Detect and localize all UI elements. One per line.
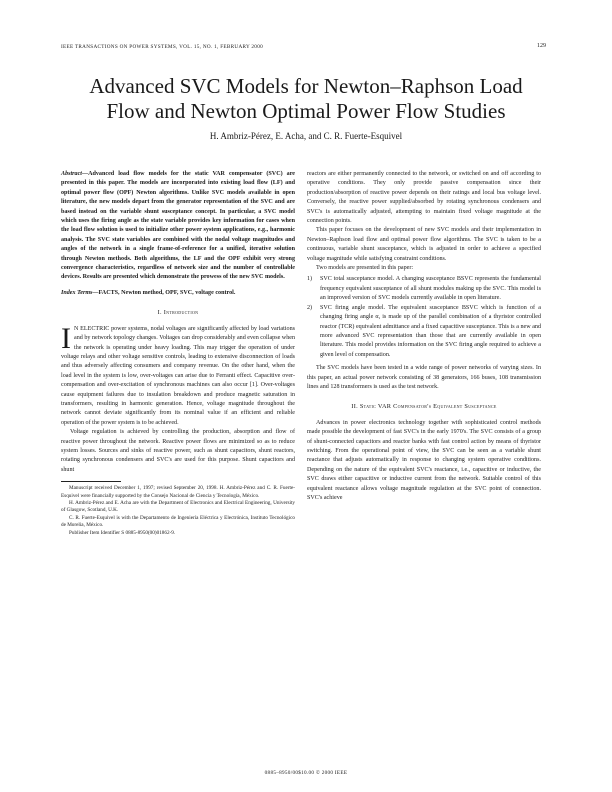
footnote-manuscript: Manuscript received December 1, 1997; revised September 20, 1998. H. Ambriz-Pérez and C. R. Fuerte-Esquivel were financially supported by the Consejo Nacional de Ciencia y Tecnología, México. xyxy=(61,485,295,499)
intro-paragraph-1-text: N ELECTRIC power systems, nodal voltages are significantly affected by load variations and by network topology changes. Voltages can drop considerably and even collapse when the network is operating under heavy loading. This may trigger the operation of under voltage relays and other voltage sensitive controls, leading to extensive disconnection of loads and thus adversely affecting consumers and company revenue. On the other hand, when the load level in the system is low, over-voltages can arise due to Ferranti effect. Capacitive over-compensation and over-excitation of synchronous machines can also occur [1]. Over-voltages cause equipment failures due to insulation breakdown and produce magnetic saturation in transformers, resulting in harmonic generation. Hence, voltage magnitude throughout the network cannot deviate significantly from its nominal value if an efficient and reliable operation of the power system is to be achieved. xyxy=(61,325,295,426)
running-head: IEEE TRANSACTIONS ON POWER SYSTEMS, VOL. 15, NO. 1, FEBRUARY 2000 xyxy=(61,44,263,50)
index-terms xyxy=(61,289,295,298)
copyright-line: 0885–8950/00$10.00 © 2000 IEEE xyxy=(264,770,348,776)
list-item xyxy=(307,304,541,360)
models-list xyxy=(307,275,541,360)
list-item-number: 1) xyxy=(307,276,313,283)
left-column xyxy=(61,170,295,537)
right-paragraph-4: The SVC models have been tested in a wide range of power networks of varying sizes. In this paper, an actual power network consisting of 38 generators, 166 buses, 108 transmission lines and 128 transformers is used as the test network. xyxy=(307,365,541,390)
abstract-text: Advanced load flow models for the static VAR compensator (SVC) are presented in this paper. The models are incorporated into existing load flow (LF) and optimal power flow (OPF) Newton algorithms. Unlike SVC models available in open literature, the new models depart from the generator representation of the SVC and are based instead on the variable shunt susceptance concept. In particular, a SVC model which uses the firing angle as the state variable provides key information for cases when the load flow solution is used to initialize other power system applications, e.g., harmonic analysis. The SVC state variables are combined with the nodal voltage magnitudes and angles of the network in a single frame-of-reference for a unified, iterative solution through Newton methods. Both algorithms, the LF and the OPF exhibit very strong convergence characteristics, regardless of network size and the number of controllable devices. Results are presented which demonstrate the prowess of the new SVC models. xyxy=(61,171,295,281)
footnote-affiliation-2: C. R. Fuerte-Esquivel is with the Departamento de Ingeniería Eléctrica y Electrónica, Instituto Tecnológico de Morelia, México. xyxy=(61,514,295,529)
intro-paragraph-2: Voltage regulation is achieved by controlling the production, absorption and flow of reactive power throughout the network. Reactive power flows are minimized so as to reduce system losses. Sources and sinks of reactive power, such as shunt capacitors, shunt reactors, rotating synchronous condensers and SVC's are used for this purpose. Shunt capacitors and shunt xyxy=(61,429,295,473)
footnote-publisher-id: Publisher Item Identifier S 0885-8950(00)01862-9. xyxy=(69,529,176,536)
list-item-number: 2) xyxy=(307,304,313,311)
intro-paragraph-1 xyxy=(61,321,295,428)
abstract-lead: Abstract— xyxy=(61,171,89,177)
dropcap: I xyxy=(61,321,71,355)
right-paragraph-3: Two models are presented in this paper: xyxy=(316,265,414,272)
footnotes xyxy=(61,485,295,537)
right-paragraph-1: reactors are either permanently connected to the network, or switched on and off according to operative conditions. They only provide passive compensation since their production/absorption of reactive power depends on their ratings and local bus voltage level. Conversely, the reactive power supplied/absorbed by rotating synchronous condensers and SVC's is automatically adjusted, attempting to maintain fixed voltage magnitude at the connection points. xyxy=(307,171,541,225)
paper-title xyxy=(40,74,572,124)
list-item xyxy=(307,275,541,303)
list-item-text: SVC firing angle model. The equivalent susceptance BSVC which is function of a changing firing angle α, is made up of the parallel combination of a thyristor controlled reactor (TCR) equivalent admittance and a fixed capacitive susceptance. This is a new and more advanced SVC representation than those that are currently available in open literature. This model provides information on the SVC firing angle required to achieve a given level of compensation. xyxy=(320,304,541,358)
footnote-rule xyxy=(61,481,121,482)
footnote-affiliation-1: H. Ambriz-Pérez and E. Acha are with the Department of Electronics and Electrical Engineering, University of Glasgow, Scotland, U.K. xyxy=(61,500,295,514)
index-terms-text: FACTS, Newton method, OPF, SVC, voltage control. xyxy=(98,289,236,296)
abstract xyxy=(61,170,295,283)
right-paragraph-2: This paper focuses on the development of new SVC models and their implementation in Newton–Raphson load flow and optimal power flow algorithms. The SVC is taken to be a continuous, variable shunt susceptance, which is adjusted in order to achieve a specified voltage magnitude while satisfying constraint conditions. xyxy=(307,227,541,262)
author-list: H. Ambriz-Pérez, E. Acha, and C. R. Fuerte-Esquivel xyxy=(209,131,403,141)
list-item-text: SVC total susceptance model. A changing susceptance BSVC represents the fundamental frequency equivalent susceptance of all shunt modules making up the SVC. This model is an improved version of SVC models currently available in open literature. xyxy=(320,276,541,302)
right-paragraph-5: Advances in power electronics technology together with sophisticated control methods made possible the development of fast SVC's in the early 1970's. The SVC consists of a group of shunt-connected capacitors and reactor banks with fast control action by means of thyristor switching. From the operational point of view, the SVC can be seen as a variable shunt reactance that adjusts automatically in response to changing system operative conditions. Depending on the nature of the equivalent SVC's reactance, i.e., capacitive or inductive, the SVC draws either capacitive or inductive current from the network. Suitable control of this equivalent reactance allows voltage magnitude regulation at the SVC point of connection. SVC's achieve xyxy=(307,419,541,501)
section-heading-introduction: I. Introduction xyxy=(157,309,199,317)
right-column xyxy=(307,170,541,503)
index-terms-lead: Index Terms— xyxy=(61,289,99,296)
title-line-1: Advanced SVC Models for Newton–Raphson Load xyxy=(89,74,523,98)
page-number: 129 xyxy=(537,43,546,49)
section-heading-svc-susceptance: II. Static VAR Compensator's Equivalent Susceptance xyxy=(351,403,497,411)
title-line-2: Flow and Newton Optimal Power Flow Studies xyxy=(106,99,506,123)
